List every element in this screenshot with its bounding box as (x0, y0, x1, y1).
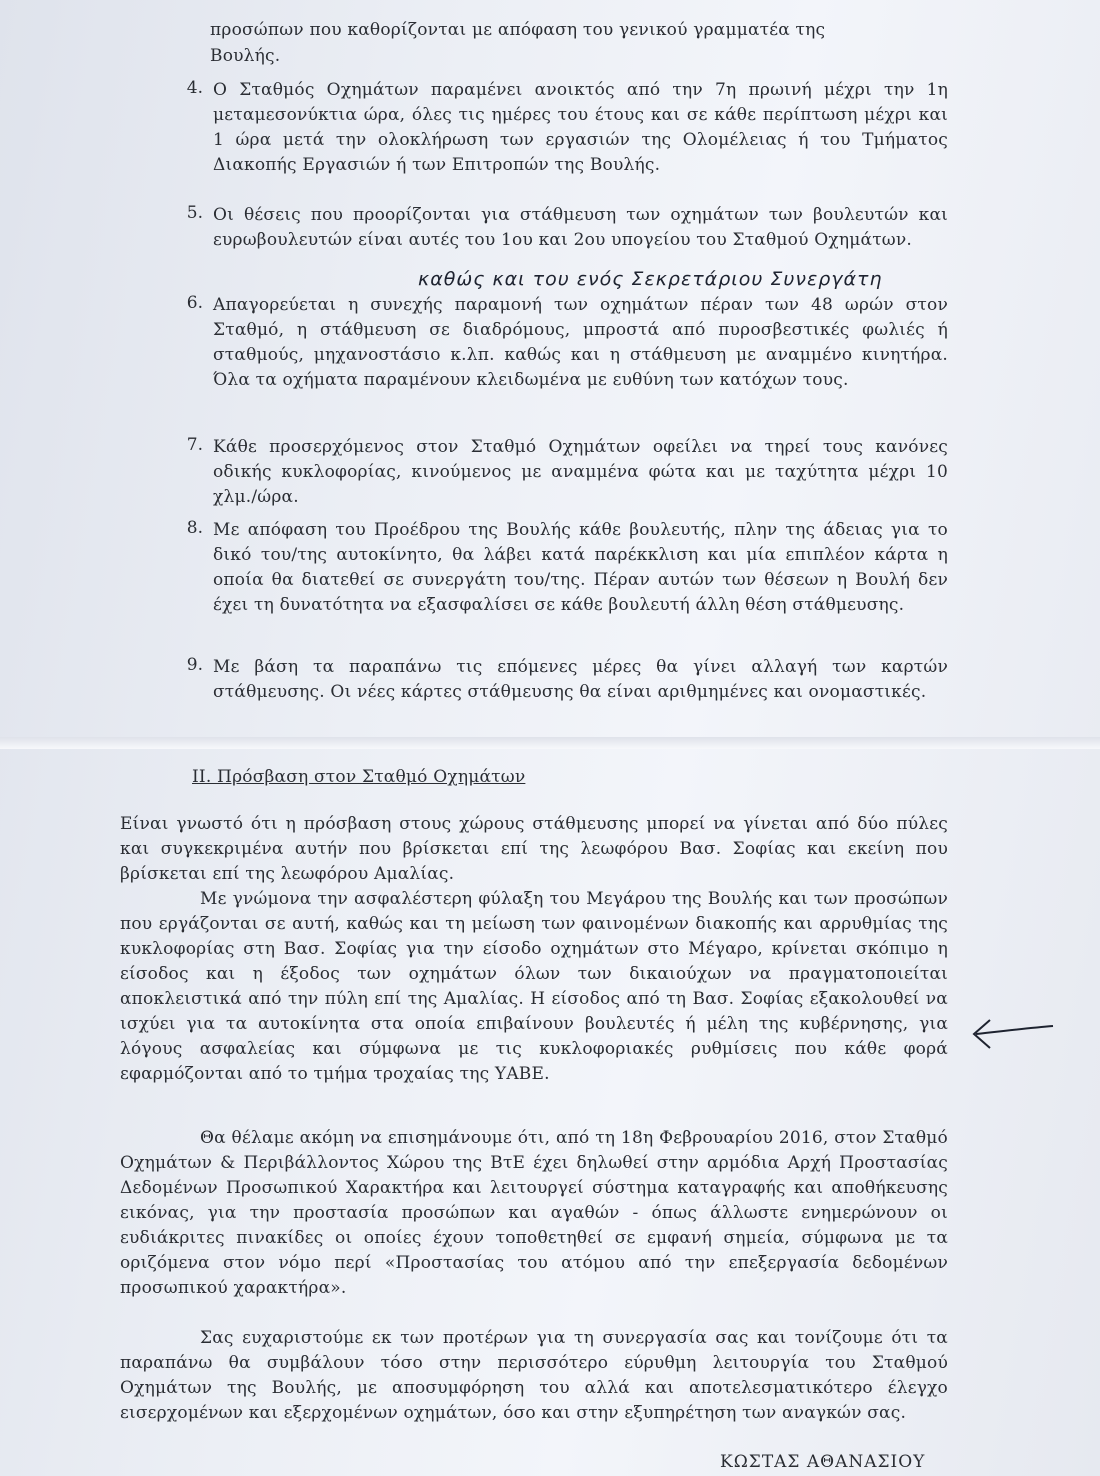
page-fold (0, 737, 1100, 749)
handwritten-note: καθώς και του ενός Σεκρετάριου Συνεργάτη (418, 268, 883, 290)
item-text: Κάθε προσερχόμενος στον Σταθμό Οχημάτων οφείλει να τηρεί τους κανόνες οδικής κυκλοφορίας, κινούμενος με αναμμένα φώτα και με ταχύτητα μέχρι 10 χλμ./ώρα. (213, 437, 948, 507)
item-number: 4. (186, 78, 203, 98)
intro-line-1: προσώπων που καθορίζονται με απόφαση του γενικού γραμματέα της (210, 20, 826, 40)
item-number: 5. (186, 203, 203, 223)
item-text: Με απόφαση του Προέδρου της Βουλής κάθε βουλευτής, πλην της άδειας για το δικό του/της αυτοκίνητο, θα λάβει κατά παρέκκλιση και μία επιπλέον κάρτα η οποία θα διατεθεί σε συνεργάτη του/της. Πέραν αυτών των θέσεων η Βουλή δεν έχει τη δυνατότητα να εξασφαλίσει σε κάθε βουλευτή άλλη θέση στάθμευσης. (213, 520, 948, 615)
arrow-annotation (968, 1012, 1058, 1052)
left-arrow-icon (968, 1012, 1058, 1052)
paragraph-safety: Με γνώμονα την ασφαλέστερη φύλαξη του Μεγάρου της Βουλής και των προσώπων που εργάζονται σε αυτή, καθώς και τη μείωση των φαινομένων διακοπής και αρρυθμίας της κυκλοφορίας στη Βασ. Σοφίας για την είσοδο οχημάτων στο Μέγαρο, κρίνεται σκόπιμο η είσοδος και η έξοδος των οχημάτων όλων των δικαιούχων να πραγματοποιείται αποκλειστικά από την πύλη επί της Αμαλίας. Η είσοδος από τη Βασ. Σοφίας εξακολουθεί να ισχύει για τα αυτοκίνητα στα οποία επιβαίνουν βουλευτές ή μέλη της κυβέρνησης, για λόγους ασφαλείας και σύμφωνα με τις κυκλοφοριακές ρυθμίσεις που κάθε φορά εφαρμόζονται από το τμήμα τροχαίας της ΥΑΒΕ. (120, 889, 948, 1084)
paragraph-access: Είναι γνωστό ότι η πρόσβαση στους χώρους στάθμευσης μπορεί να γίνεται από δύο πύλες και συγκεκριμένα αυτήν που βρίσκεται επί της λεωφόρου Βασ. Σοφίας και εκείνη που βρίσκεται επί της λεωφόρου Αμαλίας. (120, 814, 948, 884)
paragraph-thanks: Σας ευχαριστούμε εκ των προτέρων για τη συνεργασία σας και τονίζουμε ότι τα παραπάνω θα συμβάλουν τόσο στην περισσότερο εύρυθμη λειτουργία του Σταθμού Οχημάτων της Βουλής, με αποσυμφόρηση του αλλά και αποτελεσματικότερο έλεγχο εισερχομένων και εξερχομένων οχημάτων, όσο και στην εξυπηρέτηση των αναγκών σας. (120, 1328, 948, 1423)
item-text: Απαγορεύεται η συνεχής παραμονή των οχημάτων πέραν των 48 ωρών στον Σταθμό, η στάθμευση σε διαδρόμους, μπροστά από πυροσβεστικές φωλιές ή σταθμούς, μηχανοστάσιο κ.λπ. καθώς και η στάθμευση με αναμμένο κινητήρα. Όλα τα οχήματα παραμένουν κλειδωμένα με ευθύνη των κατόχων τους. (213, 295, 948, 390)
paragraph-cctv: Θα θέλαμε ακόμη να επισημάνουμε ότι, από τη 18η Φεβρουαρίου 2016, στον Σταθμό Οχημάτων & Περιβάλλοντος Χώρου της ΒτΕ έχει δηλωθεί στην αρμόδια Αρχή Προστασίας Δεδομένων Προσωπικού Χαρακτήρα και λειτουργεί σύστημα καταγραφής και αποθήκευσης εικόνας, για την προστασία προσώπων και αγαθών - όπως άλλωστε ενημερώνουν οι ευδιάκριτες πινακίδες οι οποίες έχουν τοποθετηθεί σε εμφανή σημεία, σύμφωνα με τα οριζόμενα στον νόμο περί «Προστασίας του ατόμου από την επεξεργασία δεδομένων προσωπικού χαρακτήρα». (120, 1128, 948, 1298)
section-heading: ΙΙ. Πρόσβαση στον Σταθμό Οχημάτων (192, 767, 526, 787)
item-text: Ο Σταθμός Οχημάτων παραμένει ανοικτός από την 7η πρωινή μέχρι την 1η μεταμεσονύκτια ώρα, όλες τις ημέρες του έτους και σε κάθε περίπτωση μέχρι και 1 ώρα μετά την ολοκλήρωση των εργασιών της Ολομέλειας ή του Τμήματος Διακοπής Εργασιών ή των Επιτροπών της Βουλής. (213, 80, 948, 175)
intro-line-2: Βουλής. (210, 46, 281, 66)
item-text: Οι θέσεις που προορίζονται για στάθμευση των οχημάτων των βουλευτών και ευρωβουλευτών είναι αυτές του 1ου και 2ου υπογείου του Σταθμού Οχημάτων. (213, 205, 948, 250)
item-number: 6. (186, 293, 203, 313)
item-number: 7. (186, 435, 203, 455)
signature: ΚΩΣΤΑΣ ΑΘΑΝΑΣΙΟΥ (720, 1452, 926, 1472)
item-number: 9. (186, 655, 203, 675)
item-number: 8. (186, 518, 203, 538)
item-text: Με βάση τα παραπάνω τις επόμενες μέρες θα γίνει αλλαγή των καρτών στάθμευσης. Οι νέες κάρτες στάθμευσης θα είναι αριθμημένες και ονομαστικές. (213, 657, 948, 702)
